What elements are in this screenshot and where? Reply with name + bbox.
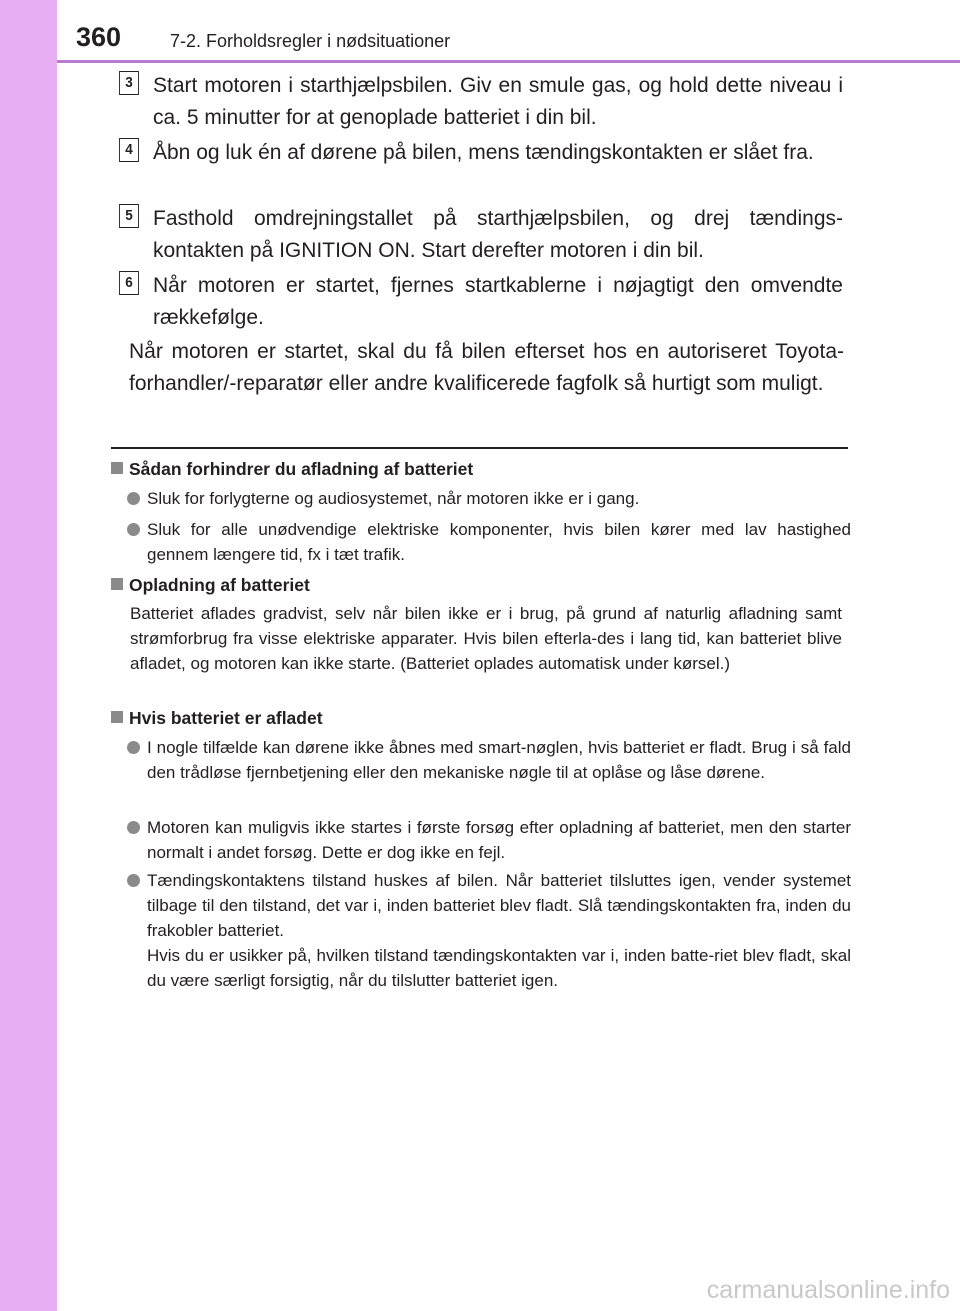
- square-bullet-icon: [111, 711, 123, 723]
- step-number-badge: 4: [119, 138, 139, 162]
- note-heading-text: Opladning af batteriet: [129, 575, 310, 595]
- note-paragraph: Batteriet aflades gradvist, selv når bilen ikke er i brug, på grund af naturlig afladning samt strømforbrug fra visse elektriske apparater. Hvis bilen efterla-des i lang tid, kan batteriet blive afladet, og motoren kan ikke starte. (Batteriet oplades automatisk under kørsel.): [130, 604, 842, 673]
- bullet-text: Motoren kan muligvis ikke startes i første forsøg efter opladning af batteriet, men den starter normalt i andet forsøg. Dette er dog ikke en fejl.: [147, 818, 851, 862]
- circle-bullet-icon: [127, 523, 140, 536]
- circle-bullet-icon: [127, 821, 140, 834]
- side-color-band: [0, 0, 57, 1311]
- circle-bullet-icon: [127, 492, 140, 505]
- step-text: Start motoren i starthjælpsbilen. Giv en smule gas, og hold dette niveau i ca. 5 minutter for at genoplade batteriet i din bil.: [153, 74, 843, 129]
- step-number-badge: 6: [119, 271, 139, 295]
- step-text: Åbn og luk én af dørene på bilen, mens tændingskontakten er slået fra.: [153, 141, 814, 164]
- bullet-text: Sluk for alle unødvendige elektriske komponenter, hvis bilen kører med lav hastighed gennem længere tid, fx i tæt trafik.: [147, 520, 851, 564]
- closing-paragraph: Når motoren er startet, skal du få bilen efterset hos en autoriseret Toyota-forhandler/-reparatør eller andre kvalificerede fagfolk så hurtigt som muligt.: [129, 340, 844, 395]
- note-heading: [111, 458, 473, 480]
- bullet-text: Tændingskontaktens tilstand huskes af bilen. Når batteriet tilsluttes igen, vender systemet tilbage til den tilstand, det var i, inden batteriet blev fladt. Slå tændingskontakten fra, inden du frakobler batteriet.: [147, 871, 851, 940]
- circle-bullet-icon: [127, 741, 140, 754]
- note-heading: [111, 574, 310, 596]
- bullet-text: Sluk for forlygterne og audiosystemet, når motoren ikke er i gang.: [147, 489, 640, 508]
- step-text: Når motoren er startet, fjernes startkablerne i nøjagtigt den omvendte rækkefølge.: [153, 274, 843, 329]
- square-bullet-icon: [111, 578, 123, 590]
- note-heading-text: Sådan forhindrer du afladning af batteriet: [129, 459, 474, 479]
- section-title: 7-2. Forholdsregler i nødsituationer: [170, 31, 451, 51]
- page-number: 360: [76, 22, 122, 52]
- square-bullet-icon: [111, 462, 123, 474]
- section-divider: [111, 447, 848, 449]
- bullet-continuation: Hvis du er usikker på, hvilken tilstand tændingskontakten var i, inden batte-riet blev fladt, skal du være særligt forsigtig, når du tilslutter batteriet igen.: [147, 946, 851, 990]
- note-heading: [111, 707, 323, 729]
- note-heading-text: Hvis batteriet er afladet: [129, 708, 323, 728]
- header-rule: [57, 60, 960, 63]
- step-text: Fasthold omdrejningstallet på starthjælpsbilen, og drej tændings-kontakten på IGNITION ON. Start derefter motoren i din bil.: [153, 207, 843, 262]
- bullet-text: I nogle tilfælde kan dørene ikke åbnes med smart-nøglen, hvis batteriet er fladt. Brug i så fald den trådløse fjernbetjening eller den mekaniske nøgle til at oplåse og låse dørene.: [147, 738, 851, 782]
- circle-bullet-icon: [127, 874, 140, 887]
- step-number-badge: 3: [119, 71, 139, 95]
- watermark: carmanualsonline.info: [706, 1276, 950, 1304]
- step-number-badge: 5: [119, 204, 139, 228]
